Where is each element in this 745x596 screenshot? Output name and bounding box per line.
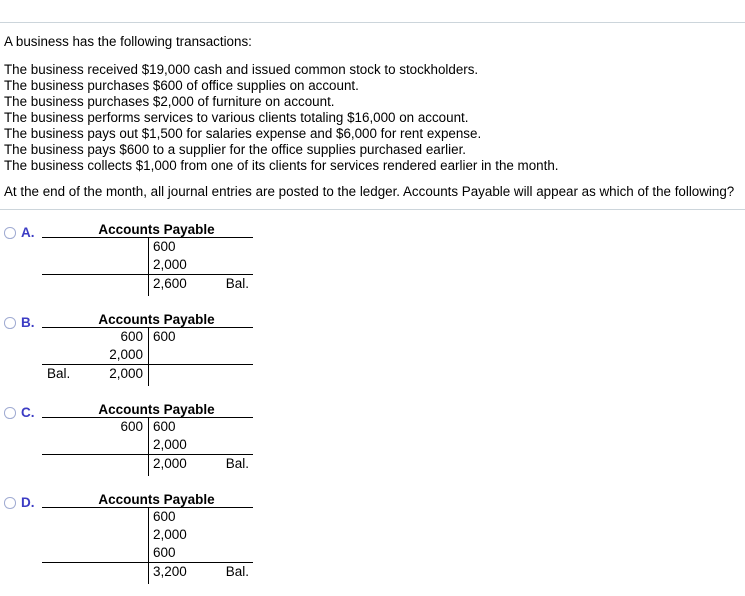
option-c	[0, 402, 300, 476]
transaction-line: The business collects $1,000 from one of its clients for services rendered earlier in the month.	[4, 158, 559, 173]
transaction-line: The business purchases $600 of office supplies on account.	[4, 78, 359, 93]
debit-cell	[42, 365, 148, 383]
credit-cell: 2,000	[153, 437, 187, 452]
debit-cell	[42, 508, 148, 526]
t-account-title: Accounts Payable	[42, 492, 253, 508]
credit-cell	[148, 365, 253, 383]
t-account-vertical-rule	[148, 328, 149, 386]
transactions-list	[4, 62, 559, 174]
debit-cell	[42, 436, 148, 454]
credit-cell: 600	[153, 545, 176, 560]
transaction-line: The business received $19,000 cash and issued common stock to stockholders.	[4, 62, 479, 77]
t-account-vertical-rule	[148, 418, 149, 476]
t-account-vertical-rule	[148, 238, 149, 296]
credit-cell	[148, 455, 253, 473]
balance-amount: 2,600	[153, 276, 187, 291]
t-account-body	[42, 328, 253, 386]
question-prompt: At the end of the month, all journal entries are posted to the ledger. Accounts Payable will appear as which of the following?	[4, 184, 735, 199]
balance-label: Bal.	[225, 456, 249, 471]
radio-option-d[interactable]	[4, 497, 16, 509]
credit-cell: 600	[153, 239, 176, 254]
debit-cell	[42, 563, 148, 581]
debit-cell	[42, 455, 148, 473]
balance-amount: 3,200	[153, 564, 187, 579]
t-account-vertical-rule	[148, 508, 149, 584]
credit-cell: 2,000	[153, 257, 187, 272]
debit-cell: 600	[120, 329, 143, 344]
t-account-title: Accounts Payable	[42, 312, 253, 328]
t-account	[42, 402, 253, 476]
credit-cell: 600	[153, 419, 176, 434]
credit-cell: 2,000	[153, 527, 187, 542]
balance-label: Bal.	[225, 276, 249, 291]
t-account-body	[42, 238, 253, 296]
t-account-title: Accounts Payable	[42, 402, 253, 418]
debit-cell: 600	[120, 419, 143, 434]
t-account	[42, 492, 253, 584]
option-letter: C.	[21, 405, 35, 420]
transaction-line: The business pays $600 to a supplier for the office supplies purchased earlier.	[4, 142, 467, 157]
transaction-line: The business performs services to various clients totaling $16,000 on account.	[4, 110, 469, 125]
balance-label: Bal.	[225, 564, 249, 579]
credit-cell: 600	[153, 509, 176, 524]
radio-option-c[interactable]	[4, 407, 16, 419]
transaction-line: The business purchases $2,000 of furniture on account.	[4, 94, 335, 109]
balance-label: Bal.	[47, 366, 71, 381]
option-letter: A.	[21, 225, 35, 240]
t-account	[42, 312, 253, 386]
radio-option-a[interactable]	[4, 227, 16, 239]
transaction-line: The business pays out $1,500 for salaries expense and $6,000 for rent expense.	[4, 126, 482, 141]
t-account-body	[42, 418, 253, 476]
balance-amount: 2,000	[153, 456, 187, 471]
debit-cell	[42, 526, 148, 544]
question-intro: A business has the following transactions:	[4, 34, 252, 49]
t-account	[42, 222, 253, 296]
option-letter: D.	[21, 495, 35, 510]
option-a	[0, 222, 300, 296]
t-account-body	[42, 508, 253, 584]
debit-cell	[42, 544, 148, 562]
debit-cell: 2,000	[109, 347, 143, 362]
credit-cell	[148, 563, 253, 581]
credit-cell: 600	[153, 329, 176, 344]
credit-cell	[148, 275, 253, 293]
credit-cell	[148, 346, 253, 364]
debit-cell	[42, 256, 148, 274]
top-divider	[0, 22, 745, 23]
debit-cell	[42, 238, 148, 256]
debit-cell	[42, 275, 148, 293]
balance-amount: 2,000	[109, 366, 143, 381]
option-letter: B.	[21, 315, 35, 330]
option-b	[0, 312, 300, 386]
option-d	[0, 492, 300, 584]
t-account-title: Accounts Payable	[42, 222, 253, 238]
radio-option-b[interactable]	[4, 317, 16, 329]
section-divider	[0, 209, 745, 210]
